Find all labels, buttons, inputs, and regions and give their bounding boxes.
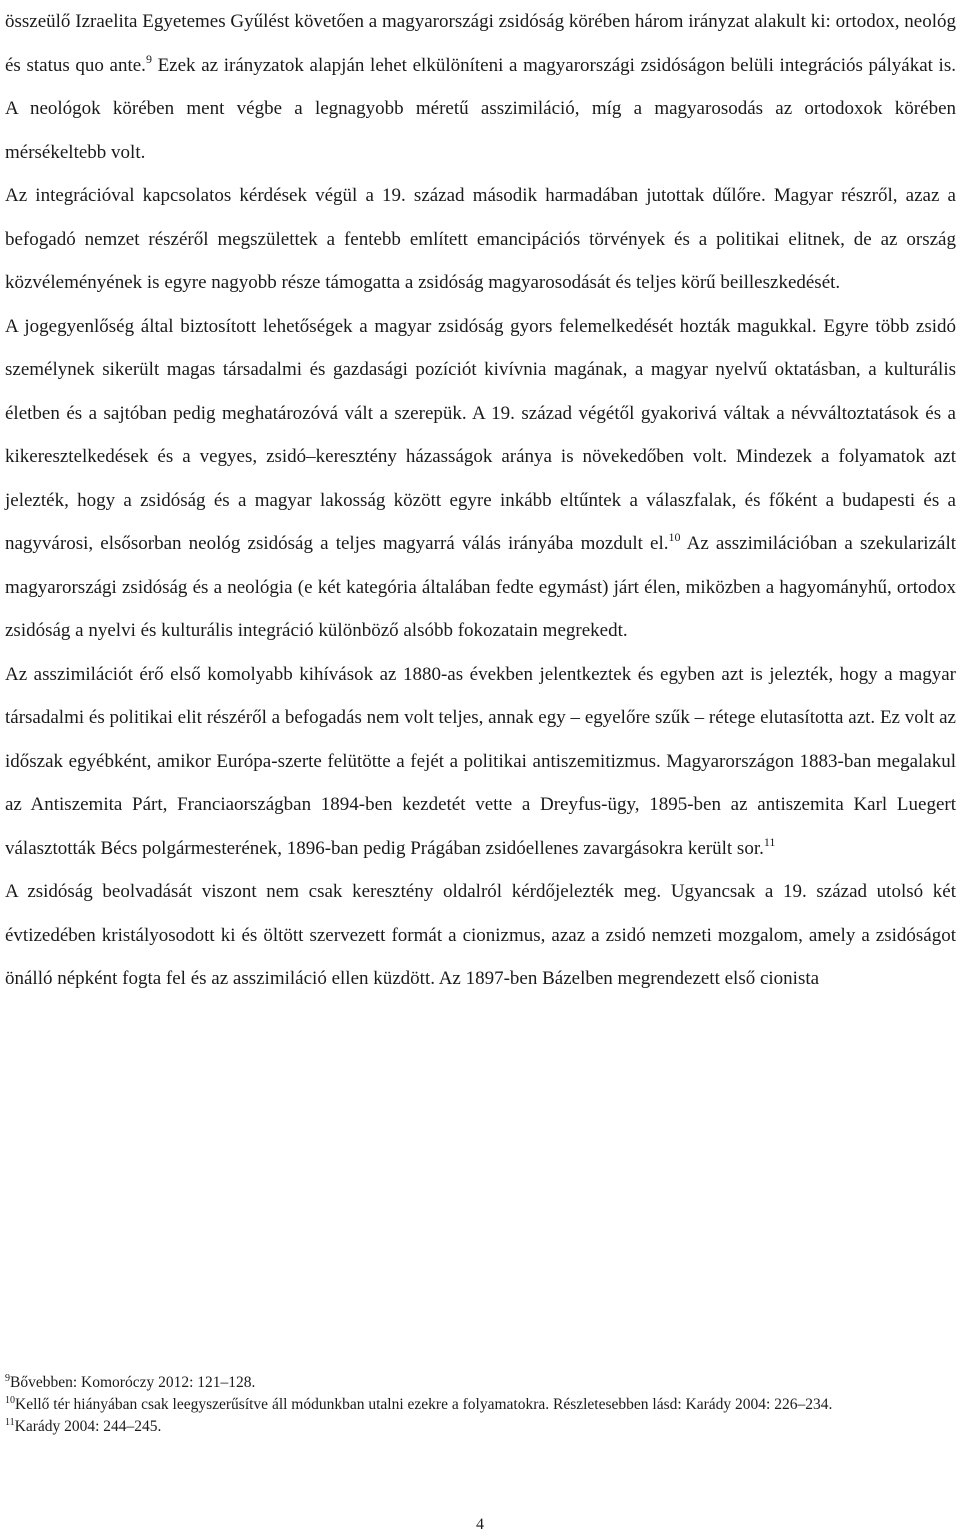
footnote-10: [5, 1394, 956, 1415]
paragraph-4: [5, 653, 956, 871]
footnote-ref-11[interactable]: 11: [763, 834, 776, 849]
paragraph-text: Az asszimilációban a szekularizált magyarországi zsidóság és a neológia (e két kategória általában fedte egymást) járt élen, miközben a hagyományhű, ortodox zsidóság a nyelvi és kulturális integráció különböző alsóbb fokozatain megrekedt.: [5, 533, 957, 641]
footnote-9: [5, 1372, 956, 1393]
paragraph-text: A jogegyenlőség által biztosított lehetőségek a magyar zsidóság gyors felemelkedését hozták magukkal. Egyre több zsidó személynek sikerült magas társadalmi és gazdasági pozíciót kivívnia magának, a magyar nyelvű oktatásban, a kulturális életben és a sajtóban pedig meghatározóvá vált a szerepük. A 19. század végétől gyakorivá váltak a névváltoztatások és a kikeresztelkedések és a vegyes, zsidó–keresztény házasságok aránya is növekedőben volt. Mindezek a folyamatok azt jelezték, hogy a zsidóság és a magyar lakosság között egyre inkább eltűntek a válaszfalak, és főként a budapesti és a nagyvárosi, elsősorban neológ zsidóság a teljes magyarrá válás irányába mozdult el.: [5, 315, 956, 554]
paragraph-1: [5, 0, 956, 174]
paragraph-5: [5, 870, 956, 1001]
footnote-11: [5, 1416, 956, 1437]
footnotes: [5, 1372, 956, 1438]
paragraph-text: Ezek az irányzatok alapján lehet elkülöníteni a magyarországi zsidóságon belüli integrációs pályákat is. A neológok körében ment végbe a legnagyobb méretű asszimiláció, míg a magyarosodás az ortodoxok körében mérsékeltebb volt.: [5, 54, 956, 163]
paragraph-2: [5, 174, 956, 305]
footnote-text: Kellő tér hiányában csak leegyszerűsítve áll módunkban utalni ezekre a folyamatokra. Részletesebben lásd: Karády 2004: 226–234.: [15, 1396, 833, 1413]
paragraph-text: Az integrációval kapcsolatos kérdések végül a 19. század második harmadában jutottak dűlőre. Magyar részről, azaz a befogadó nemzet részéről megszülettek a fentebb említett emancipációs törvények és a politikai elitnek, de az ország közvéleményének is egyre nagyobb része támogatta a zsidóság magyarosodását és teljes körű beilleszkedését.: [5, 185, 956, 293]
footnote-number: 9: [5, 1373, 10, 1384]
page-number: 4: [476, 1516, 484, 1533]
paragraph-text: összeülő Izraelita Egyetemes Gyűlést követően a magyarországi zsidóság körében három irányzat alakult ki: ortodox, neológ és status quo ante.: [5, 11, 956, 76]
paragraph-text: Az asszimilációt érő első komolyabb kihívások az 1880-as években jelentkeztek és egyben azt is jelezték, hogy a magyar társadalmi és politikai elit részéről a befogadás nem volt teljes, annak egy – egyelőre szűk – rétege elutasította azt. Ez volt az időszak egyébként, amikor Európa-szerte felütötte a fejét a politikai antiszemitizmus. Magyarországon 1883-ban megalakul az Antiszemita Párt, Franciaországban 1894-ben kezdetét vette a Dreyfus-ügy, 1895-ben az antiszemita Karl Luegert választották Bécs polgármesterének, 1896-ban pedig Prágában zsidóellenes zavargásokra került sor.: [5, 663, 956, 859]
paragraph-text: A zsidóság beolvadását viszont nem csak keresztény oldalról kérdőjelezték meg. Ugyancsak a 19. század utolsó két évtizedében kristályosodott ki és öltött szervezett formát a cionizmus, azaz a zsidó nemzeti mozgalom, amely a zsidóságot önálló népként fogta fel és az asszimiláció ellen küzdött. Az 1897-ben Bázelben megrendezett első cionista: [5, 881, 956, 989]
footnote-text: Karády 2004: 244–245.: [14, 1418, 162, 1435]
footnote-number: 11: [5, 1417, 15, 1428]
document-body: [5, 0, 956, 1001]
paragraph-3: [5, 305, 956, 653]
footnote-number: 10: [5, 1395, 15, 1406]
footnote-ref-10[interactable]: 10: [668, 530, 681, 544]
footnote-text: Bővebben: Komoróczy 2012: 121–128.: [10, 1374, 256, 1391]
footnote-ref-9[interactable]: 9: [145, 51, 152, 66]
